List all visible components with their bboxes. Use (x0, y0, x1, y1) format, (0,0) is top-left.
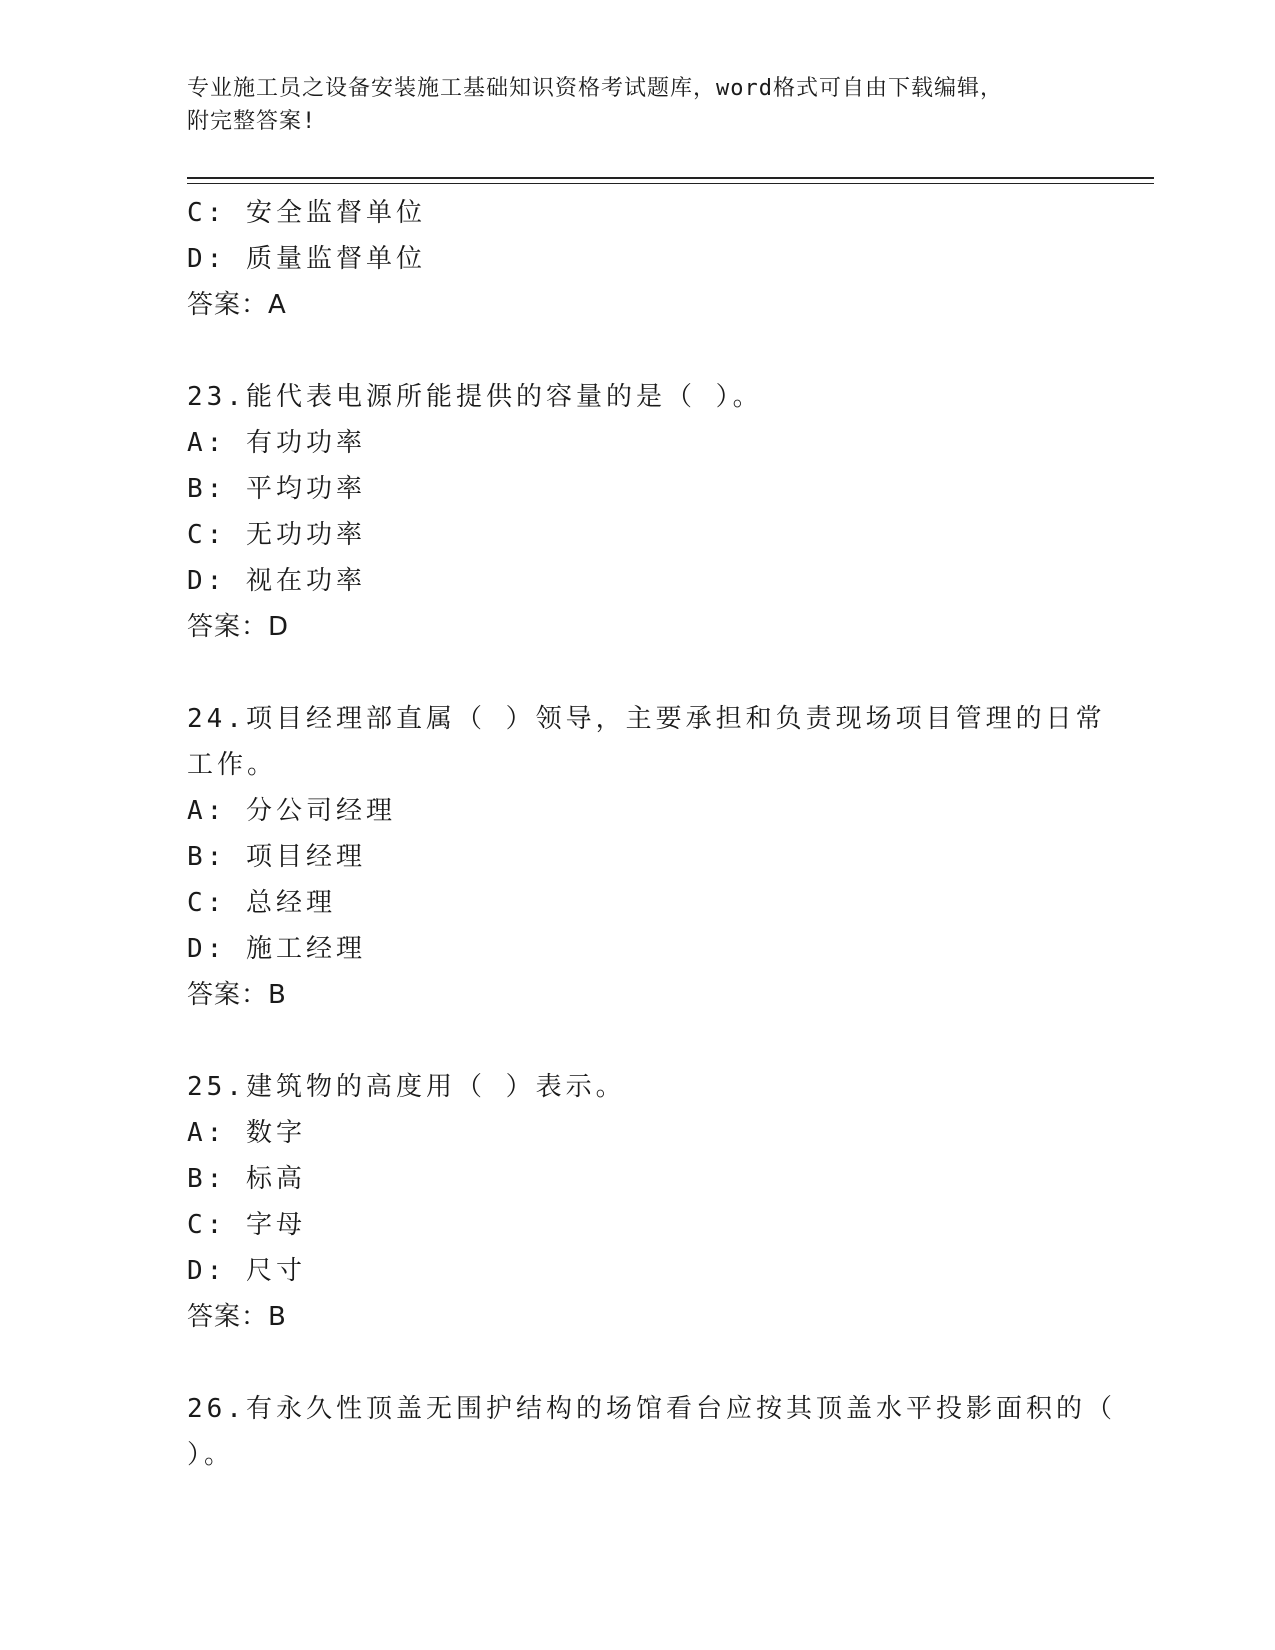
answer-line: 答案：B (187, 1302, 287, 1332)
header-divider-thin (187, 183, 1154, 184)
question-26 (187, 1386, 1116, 1478)
page-header (187, 72, 1087, 138)
option-a: A: 分公司经理 (187, 796, 396, 826)
question-23 (187, 374, 1087, 650)
header-line-1: 专业施工员之设备安装施工基础知识资格考试题库，word格式可自由下载编辑， (187, 76, 1003, 101)
option-d: D: 尺寸 (187, 1256, 306, 1286)
option-b: B: 项目经理 (187, 842, 366, 872)
question-text: 25.建筑物的高度用（ ）表示。 (187, 1072, 626, 1102)
option-a: A: 数字 (187, 1118, 306, 1148)
option-a: A: 有功功率 (187, 428, 366, 458)
question-text-line-2: 工作。 (187, 750, 278, 780)
question-text: 23.能代表电源所能提供的容量的是（ ）。 (187, 382, 763, 412)
option-c: C: 无功功率 (187, 520, 366, 550)
option-c: C: 总经理 (187, 888, 336, 918)
header-divider-thick (187, 177, 1154, 179)
question-text-line-1: 26.有永久性顶盖无围护结构的场馆看台应按其顶盖水平投影面积的（ (187, 1394, 1116, 1424)
question-text-line-1: 24.项目经理部直属（ ）领导，主要承担和负责现场项目管理的日常 (187, 704, 1106, 734)
header-line-2: 附完整答案! (187, 109, 317, 134)
option-d: D: 质量监督单位 (187, 244, 426, 274)
answer-line: 答案：A (187, 290, 287, 320)
question-25 (187, 1064, 1087, 1340)
question-fragment (187, 190, 1087, 328)
option-b: B: 平均功率 (187, 474, 366, 504)
question-24 (187, 696, 1106, 1018)
answer-line: 答案：B (187, 980, 287, 1010)
option-d: D: 施工经理 (187, 934, 366, 964)
answer-line: 答案：D (187, 612, 290, 642)
question-list (187, 190, 1116, 1478)
question-text-line-2: ）。 (187, 1440, 235, 1470)
option-c: C: 字母 (187, 1210, 306, 1240)
option-c: C: 安全监督单位 (187, 198, 426, 228)
option-b: B: 标高 (187, 1164, 306, 1194)
option-d: D: 视在功率 (187, 566, 366, 596)
